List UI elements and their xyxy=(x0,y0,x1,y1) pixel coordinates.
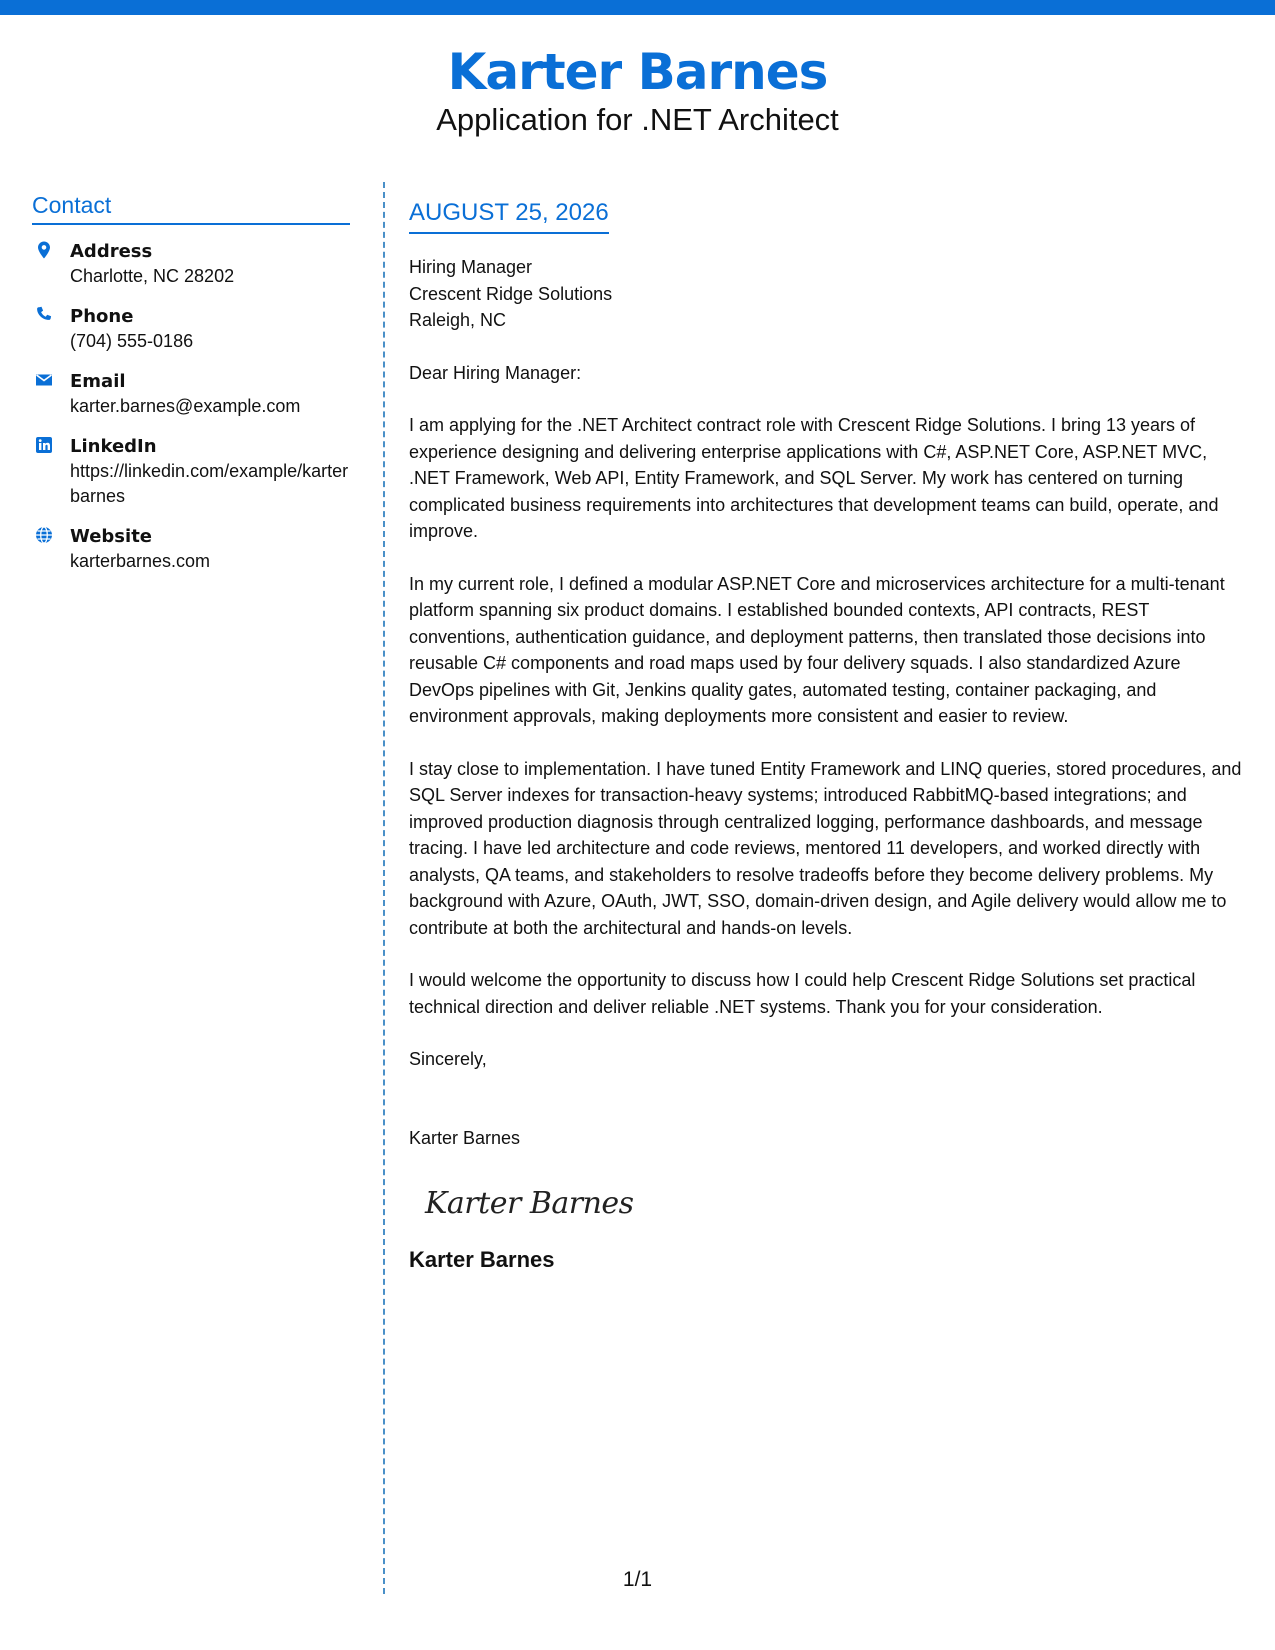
printed-name: Karter Barnes xyxy=(409,1246,555,1272)
recipient-block xyxy=(409,254,1249,334)
letter-body xyxy=(409,198,1249,1273)
letter-date: AUGUST 25, 2026 xyxy=(409,198,609,234)
contact-value[interactable]: karter.barnes@example.com xyxy=(70,396,301,416)
salutation: Dear Hiring Manager: xyxy=(409,362,582,383)
contact-item-phone xyxy=(32,304,350,354)
body-paragraph: I am applying for the .NET Architect contract role with Crescent Ridge Solutions. I bring 13 years of experience designing and delivering enterprise applications with C#, ASP.NET Core, ASP.NET MVC, .NET Framework, Web API, Entity Framework, and SQL Server. My work has centered on turning complicated business requirements into architectures that development teams can build, operate, and improve. xyxy=(409,415,1219,541)
recipient-line: Hiring Manager xyxy=(409,257,533,277)
globe-icon xyxy=(34,525,54,545)
body-paragraph: In my current role, I defined a modular ASP.NET Core and microservices architecture for a multi-tenant platform spanning six product domains. I established bounded contexts, API contracts, REST conventions, authentication guidance, and deployment patterns, then translated those decisions into reusable C# components and road maps used by four delivery squads. I also standardized Azure DevOps pipelines with Git, Jenkins quality gates, automated testing, container packaging, and environment approvals, making deployments more consistent and easier to review. xyxy=(409,573,1225,726)
signature-text: Karter Barnes xyxy=(425,1186,634,1221)
envelope-icon xyxy=(34,370,54,390)
closing: Sincerely, xyxy=(409,1049,487,1069)
letter-header xyxy=(0,42,1275,138)
contact-label: Email xyxy=(70,371,126,392)
contact-item-email xyxy=(32,369,350,419)
contact-label: LinkedIn xyxy=(70,436,157,457)
contact-sidebar xyxy=(32,192,350,589)
contact-label: Address xyxy=(70,241,153,262)
recipient-line: Raleigh, NC xyxy=(409,310,507,330)
contact-label: Website xyxy=(70,526,153,547)
contact-label: Phone xyxy=(70,306,134,327)
top-accent-bar xyxy=(0,0,1275,15)
phone-icon xyxy=(34,305,54,325)
page-number: 1/1 xyxy=(622,1568,653,1591)
contact-item-linkedin xyxy=(32,434,350,509)
contact-value[interactable]: karterbarnes.com xyxy=(70,551,211,571)
contact-value: Charlotte, NC 28202 xyxy=(70,266,235,286)
body-paragraph: I stay close to implementation. I have tuned Entity Framework and LINQ queries, stored procedures, and SQL Server indexes for transaction-heavy systems; introduced RabbitMQ-based integrations; and improved production diagnosis through centralized logging, performance dashboards, and message tracing. I have led architecture and code reviews, mentored 11 developers, and worked directly with analysts, QA teams, and stakeholders to resolve tradeoffs before they become delivery problems. My background with Azure, OAuth, JWT, SSO, domain-driven design, and Agile delivery would allow me to contribute at both the architectural and hands-on levels. xyxy=(409,758,1242,938)
contact-value: (704) 555-0186 xyxy=(70,331,194,351)
body-paragraph: I would welcome the opportunity to discuss how I could help Crescent Ridge Solutions set practical technical direction and deliver reliable .NET systems. Thank you for your consideration. xyxy=(409,970,1196,1017)
sign-off-name: Karter Barnes xyxy=(409,1127,521,1148)
contact-item-address xyxy=(32,239,350,289)
contact-list xyxy=(32,239,350,574)
contact-heading: Contact xyxy=(32,192,350,225)
contact-value[interactable]: https://linkedin.com/example/karterbarnes xyxy=(70,461,349,506)
contact-item-website xyxy=(32,524,350,574)
application-subtitle: Application for .NET Architect xyxy=(436,102,839,137)
map-pin-icon xyxy=(34,240,54,260)
recipient-line: Crescent Ridge Solutions xyxy=(409,283,613,304)
column-divider xyxy=(383,182,385,1594)
linkedin-icon xyxy=(34,435,54,455)
applicant-name: Karter Barnes xyxy=(447,43,828,101)
signature-image xyxy=(421,1173,661,1229)
